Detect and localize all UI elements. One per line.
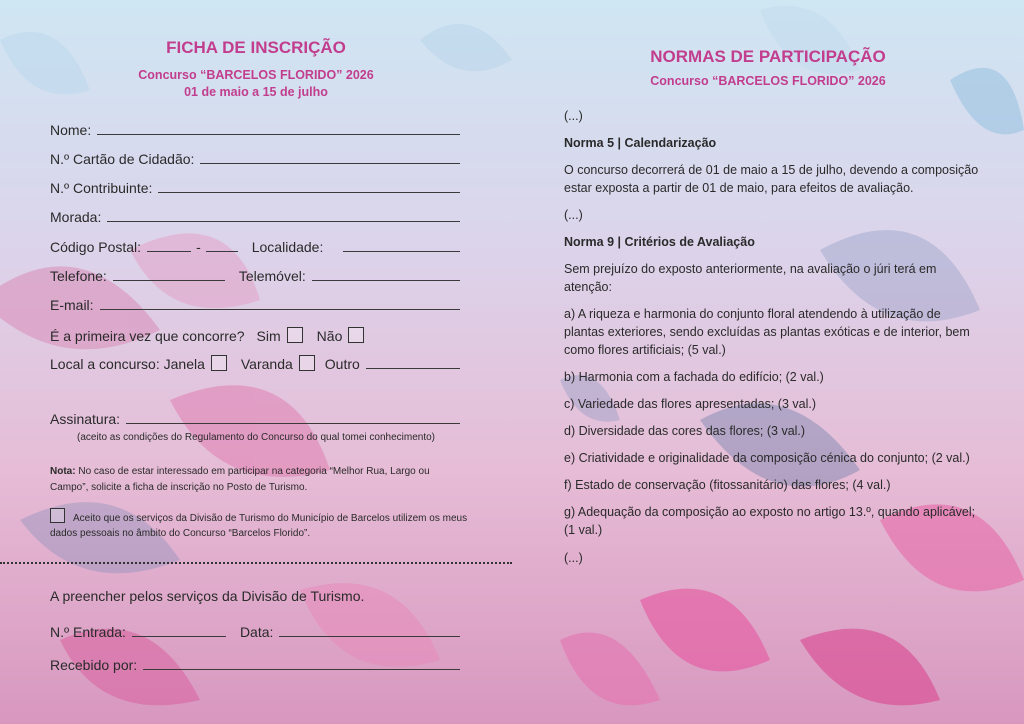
rules-page	[512, 0, 1024, 724]
localidade-field[interactable]	[343, 251, 460, 252]
rules-title: NORMAS DE PARTICIPAÇÃO	[650, 47, 886, 66]
nao-label: Não	[316, 328, 343, 344]
email-label: E-mail:	[50, 297, 94, 313]
contribuinte-row	[50, 176, 460, 196]
norma5-text: O concurso decorrerá de 01 de maio a 15 de julho, devendo a composição estar exposta a partir de 01 de maio, para efeitos de avaliação.	[564, 163, 979, 195]
primeira-vez-label: É a primeira vez que concorre?	[50, 328, 245, 344]
localidade-label: Localidade:	[251, 239, 324, 255]
sim-checkbox[interactable]	[287, 327, 303, 343]
entrada-row	[50, 620, 460, 640]
nao-checkbox[interactable]	[348, 327, 364, 343]
data-label: Data:	[239, 624, 274, 640]
contribuinte-label: N.º Contribuinte:	[50, 180, 153, 196]
entrada-field[interactable]	[132, 636, 226, 637]
entrada-label: N.º Entrada:	[50, 624, 126, 640]
dotted-divider	[0, 562, 512, 564]
ellipsis: (...)	[564, 551, 583, 565]
varanda-checkbox[interactable]	[299, 355, 315, 371]
telefone-label: Telefone:	[50, 268, 107, 284]
recebido-row	[50, 653, 460, 673]
telemovel-label: Telemóvel:	[238, 268, 306, 284]
recebido-field[interactable]	[143, 669, 460, 670]
codigo-postal-row	[50, 235, 460, 255]
criterion-item: c) Variedade das flores apresentadas; (3 val.)	[564, 397, 816, 411]
norma9-heading: Norma 9 | Critérios de Avaliação	[564, 235, 755, 249]
codigo-postal-field-2[interactable]	[206, 251, 238, 252]
norma5-heading: Norma 5 | Calendarização	[564, 136, 717, 150]
consent-checkbox[interactable]	[50, 508, 65, 523]
email-row	[50, 293, 460, 313]
cartao-label: N.º Cartão de Cidadão:	[50, 151, 195, 167]
local-label: Local a concurso: Janela	[50, 356, 205, 372]
criterion-item: f) Estado de conservação (fitossanitário) das flores; (4 val.)	[564, 478, 891, 492]
form-subtitle: Concurso “BARCELOS FLORIDO” 2026	[138, 68, 374, 82]
local-row	[50, 352, 460, 372]
criterion-item: a) A riqueza e harmonia do conjunto floral atendendo à utilização de plantas exteriores, sendo excluídas as plantas exóticas e de interior, bem como flores artificiais; (5 val.)	[564, 307, 970, 357]
telemovel-field[interactable]	[312, 280, 460, 281]
contribuinte-field[interactable]	[158, 192, 460, 193]
morada-label: Morada:	[50, 209, 102, 225]
nome-row	[50, 118, 460, 138]
nome-field[interactable]	[97, 134, 460, 135]
assinatura-row	[50, 407, 460, 427]
form-title: FICHA DE INSCRIÇÃO	[166, 38, 346, 57]
codigo-postal-label: Código Postal:	[50, 239, 142, 255]
rules-subtitle: Concurso “BARCELOS FLORIDO” 2026	[650, 74, 886, 88]
cartao-field[interactable]	[200, 163, 460, 164]
nota-paragraph	[50, 464, 470, 496]
morada-field[interactable]	[107, 221, 460, 222]
outro-label: Outro	[324, 356, 360, 372]
consent-text: Aceito que os serviços da Divisão de Turismo do Município de Barcelos utilizem os meus dados pessoais no âmbito do Concurso “Barcelos Florido”.	[50, 513, 468, 539]
varanda-label: Varanda	[240, 356, 293, 372]
assinatura-note: (aceito as condições do Regulamento do Concurso do qual tomei conhecimento)	[77, 432, 435, 443]
nota-text: No caso de estar interessado em participar na categoria “Melhor Rua, Largo ou Campo”, solicite a ficha de inscrição no Posto de Turismo.	[50, 466, 430, 493]
primeira-vez-row	[50, 324, 460, 344]
sim-label: Sim	[256, 328, 281, 344]
recebido-label: Recebido por:	[50, 657, 138, 673]
morada-row	[50, 205, 460, 225]
form-dates: 01 de maio a 15 de julho	[184, 85, 328, 99]
email-field[interactable]	[100, 309, 460, 310]
consent-paragraph	[50, 508, 470, 541]
norma9-intro: Sem prejuízo do exposto anteriormente, na avaliação o júri terá em atenção:	[564, 262, 937, 294]
ellipsis: (...)	[564, 109, 583, 123]
cartao-row	[50, 147, 460, 167]
criterion-item: b) Harmonia com a fachada do edifício; (2 val.)	[564, 370, 824, 384]
nota-label: Nota:	[50, 466, 76, 477]
codigo-postal-field-1[interactable]	[147, 251, 191, 252]
telefone-row	[50, 264, 460, 284]
criterion-item: g) Adequação da composição ao exposto no artigo 13.º, quando aplicável; (1 val.)	[564, 505, 976, 537]
data-field[interactable]	[279, 636, 460, 637]
criterion-item: d) Diversidade das cores das flores; (3 val.)	[564, 424, 806, 438]
telefone-field[interactable]	[113, 280, 225, 281]
nome-label: Nome:	[50, 122, 92, 138]
janela-checkbox[interactable]	[211, 355, 227, 371]
assinatura-field[interactable]	[126, 423, 460, 424]
codigo-postal-separator: -	[196, 239, 201, 255]
outro-field[interactable]	[366, 368, 460, 369]
office-use-heading: A preencher pelos serviços da Divisão de Turismo.	[50, 588, 365, 604]
ellipsis: (...)	[564, 208, 583, 222]
assinatura-label: Assinatura:	[50, 411, 121, 427]
criterion-item: e) Criatividade e originalidade da composição cénica do conjunto; (2 val.)	[564, 451, 970, 465]
